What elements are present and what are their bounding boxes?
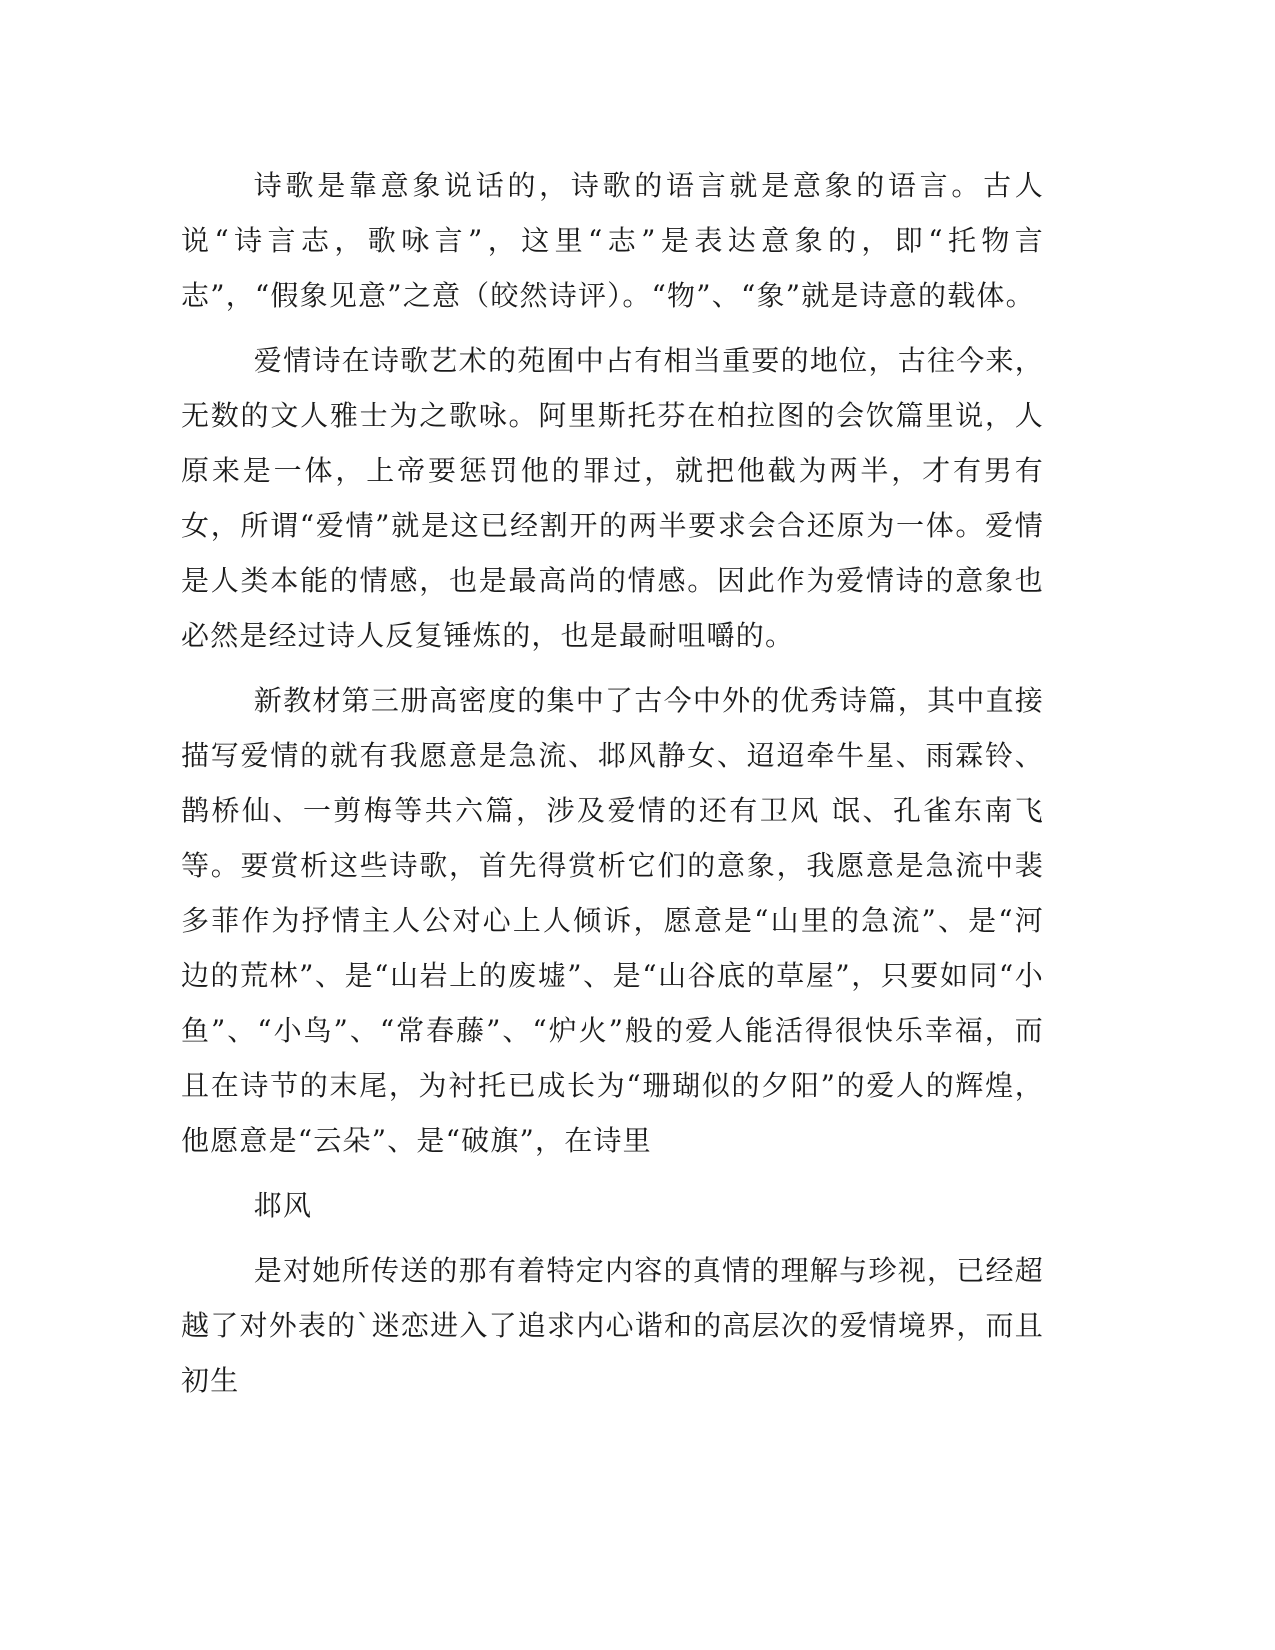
paragraph-beifeng-heading: 邶风 bbox=[253, 1189, 313, 1222]
document-body bbox=[181, 158, 1044, 1408]
paragraph-textbook-poems: 新教材第三册高密度的集中了古今中外的优秀诗篇，其中直接描写爱情的就有我愿意是急流、邶风静女、迢迢牵牛星、雨霖铃、鹊桥仙、一剪梅等共六篇，涉及爱情的还有卫风 氓、孔雀东南飞等。要赏析这些诗歌，首先得赏析它们的意象，我愿意是急流中裴多菲作为抒情主人公对心上人倾诉，愿意是“山里的急流”、是“河边的荒林”、是“山岩上的废墟”、是“山谷底的草屋”，只要如同“小鱼”、“小鸟”、“常春藤”、“炉火”般的爱人能活得很快乐幸福，而且在诗节的末尾，为衬托已成长为“珊瑚似的夕阳”的爱人的辉煌，他愿意是“云朵”、是“破旗”，在诗里 bbox=[181, 684, 1044, 1157]
paragraph-love-poetry: 爱情诗在诗歌艺术的苑囿中占有相当重要的地位，古往今来，无数的文人雅士为之歌咏。阿里斯托芬在柏拉图的会饮篇里说，人原来是一体，上帝要惩罚他的罪过，就把他截为两半，才有男有女，所谓“爱情”就是这已经割开的两半要求会合还原为一体。爱情是人类本能的情感，也是最高尚的情感。因此作为爱情诗的意象也必然是经过诗人反复锤炼的，也是最耐咀嚼的。 bbox=[181, 344, 1044, 652]
paragraph-understanding-cherishing: 是对她所传送的那有着特定内容的真情的理解与珍视，已经超越了对外表的`迷恋进入了追求内心谐和的高层次的爱情境界，而且初生 bbox=[181, 1254, 1044, 1397]
paragraph-imagery-language: 诗歌是靠意象说话的，诗歌的语言就是意象的语言。古人说“诗言志，歌咏言”，这里“志”是表达意象的，即“托物言志”，“假象见意”之意（皎然诗评）。“物”、“象”就是诗意的载体。 bbox=[181, 169, 1044, 312]
